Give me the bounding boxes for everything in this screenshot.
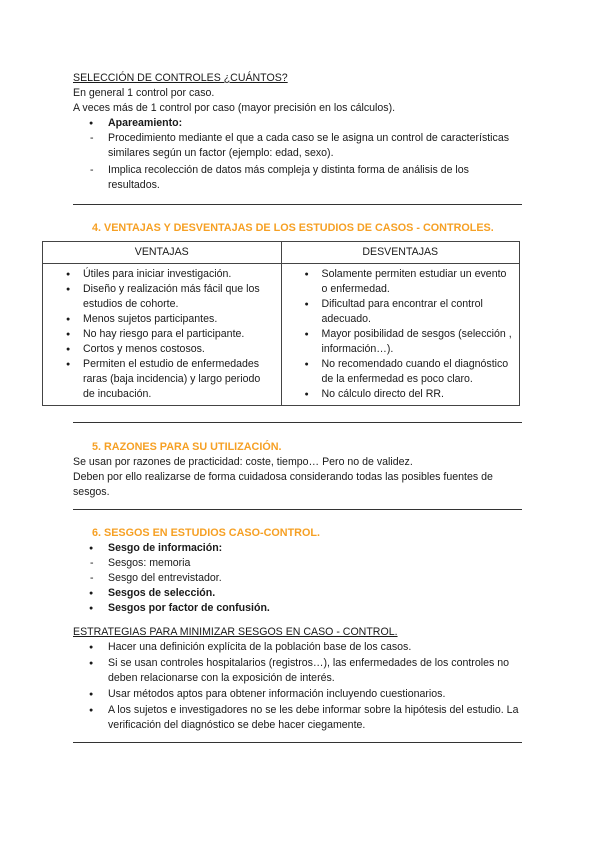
- ventajas-desventajas-table: [42, 241, 520, 406]
- sesgo-item: - Sesgo del entrevistador.: [73, 571, 522, 586]
- section-5-line-2: Deben por ello realizarse de forma cuidadosa considerando todas las posibles fuentes de sesgos.: [73, 471, 493, 498]
- sesgo-confusion: ● Sesgos por factor de confusión.: [73, 601, 522, 616]
- desventaja-item: ● Dificultad para encontrar el control adecuado.: [282, 297, 514, 327]
- section-5-heading: 5. RAZONES PARA SU UTILIZACIÓN.: [92, 441, 282, 453]
- desventaja-item: ● No recomendado cuando el diagnóstico de la enfermedad es poco claro.: [282, 357, 514, 387]
- estrategias-list: [73, 640, 522, 733]
- seleccion-line-2: A veces más de 1 control por caso (mayor precisión en los cálculos).: [73, 102, 396, 114]
- ventaja-item: ● Menos sujetos participantes.: [43, 312, 275, 327]
- apareamiento-label: ● Apareamiento:: [73, 116, 522, 131]
- divider: [73, 742, 522, 743]
- section-4-heading: 4. VENTAJAS Y DESVENTAJAS DE LOS ESTUDIOS DE CASOS - CONTROLES.: [92, 222, 494, 234]
- estrategias-title: ESTRATEGIAS PARA MINIMIZAR SESGOS EN CASO - CONTROL.: [73, 626, 398, 638]
- desventaja-item: ● Solamente permiten estudiar un evento o enfermedad.: [282, 267, 514, 297]
- apareamiento-item: - Procedimiento mediante el que a cada caso se le asigna un control de características similares según un factor (ejemplo: edad, sexo).: [73, 131, 522, 161]
- sesgo-item: - Sesgos: memoria: [73, 556, 522, 571]
- apareamiento-list: [73, 116, 522, 131]
- ventajas-header: VENTAJAS: [43, 242, 282, 264]
- ventaja-item: ● No hay riesgo para el participante.: [43, 327, 275, 342]
- apareamiento-item: - Implica recolección de datos más compleja y distinta forma de análisis de los resultados.: [73, 163, 522, 193]
- ventaja-item: ● Permiten el estudio de enfermedades raras (baja incidencia) y largo periodo de incubación.: [43, 357, 275, 402]
- section-6-heading: 6. SESGOS EN ESTUDIOS CASO-CONTROL.: [92, 527, 320, 539]
- estrategia-item: ● Usar métodos aptos para obtener información incluyendo cuestionarios.: [73, 687, 522, 702]
- estrategia-item: ● Si se usan controles hospitalarios (registros…), las enfermedades de los controles no deben relacionarse con la exposición de interés.: [73, 656, 522, 686]
- section-5-line-1: Se usan por razones de practicidad: coste, tiempo… Pero no de validez.: [73, 456, 413, 468]
- sesgo-informacion: ● Sesgo de información:: [73, 541, 522, 556]
- ventaja-item: ● Útiles para iniciar investigación.: [43, 267, 275, 282]
- desventaja-item: ● No cálculo directo del RR.: [282, 387, 514, 402]
- seleccion-line-1: En general 1 control por caso.: [73, 87, 215, 99]
- desventajas-header: DESVENTAJAS: [281, 242, 520, 264]
- sesgo-seleccion: ● Sesgos de selección.: [73, 586, 522, 601]
- ventaja-item: ● Diseño y realización más fácil que los estudios de cohorte.: [43, 282, 275, 312]
- desventaja-item: ● Mayor posibilidad de sesgos (selección , información…).: [282, 327, 514, 357]
- estrategia-item: ● A los sujetos e investigadores no se les debe informar sobre la hipótesis del estudio. La verificación del diagnóstico se debe hacer ciegamente.: [73, 703, 522, 733]
- desventajas-cell: [281, 264, 520, 406]
- ventaja-item: ● Cortos y menos costosos.: [43, 342, 275, 357]
- seleccion-title: SELECCIÓN DE CONTROLES ¿CUÁNTOS?: [73, 72, 288, 84]
- ventajas-cell: [43, 264, 282, 406]
- document-page: [73, 71, 522, 743]
- estrategia-item: ● Hacer una definición explícita de la población base de los casos.: [73, 640, 522, 655]
- apareamiento-details: [73, 131, 522, 193]
